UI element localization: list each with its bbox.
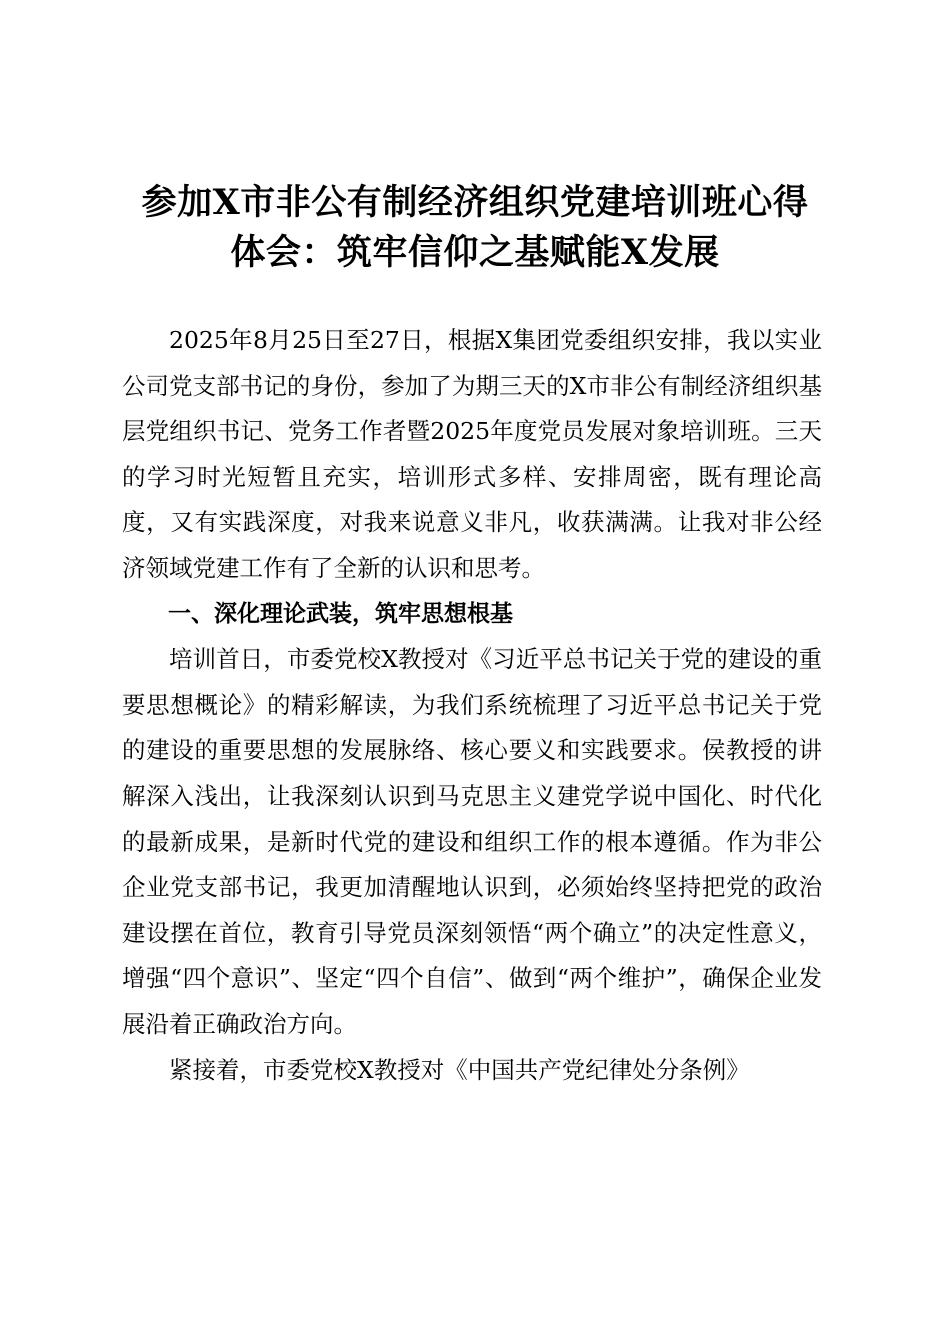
paragraph-theory: 培训首日，市委党校X教授对《习近平总书记关于党的建设的重要思想概论》的精彩解读，为我们系统梳理了习近平总书记关于党的建设的重要思想的发展脉络、核心要义和实践要求。侯教授的讲解深入浅出，让我深刻认识到马克思主义建党学说中国化、时代化的最新成果，是新时代党的建设和组织工作的根本遵循。作为非公企业党支部书记，我更加清醒地认识到，必须始终坚持把党的政治建设摆在首位，教育引导党员深刻领悟“两个确立”的决定性意义，增强“四个意识”、坚定“四个自信”、做到“两个维护”，确保企业发展沿着正确政治方向。 (122, 645, 822, 1038)
paragraph-discipline: 紧接着，市委党校X教授对《中国共产党纪律处分条例》 (169, 1055, 750, 1084)
title-line-1: 参加X市非公有制经济组织党建培训班心得 (141, 182, 809, 223)
title-line-2: 体会：筑牢信仰之基赋能X发展 (230, 232, 720, 273)
document-body (122, 318, 822, 1093)
section-heading-1: 一、深化理论武装，筑牢思想根基 (168, 600, 513, 627)
document-title (110, 178, 840, 278)
paragraph-intro: 2025年8月25日至27日，根据X集团党委组织安排，我以实业公司党支部书记的身份，参加了为期三天的X市非公有制经济组织基层党组织书记、党务工作者暨2025年度党员发展对象培训班。三天的学习时光短暂且充实，培训形式多样、安排周密，既有理论高度，又有实践深度，对我来说意义非凡，收获满满。让我对非公经济领域党建工作有了全新的认识和思考。 (122, 326, 822, 582)
